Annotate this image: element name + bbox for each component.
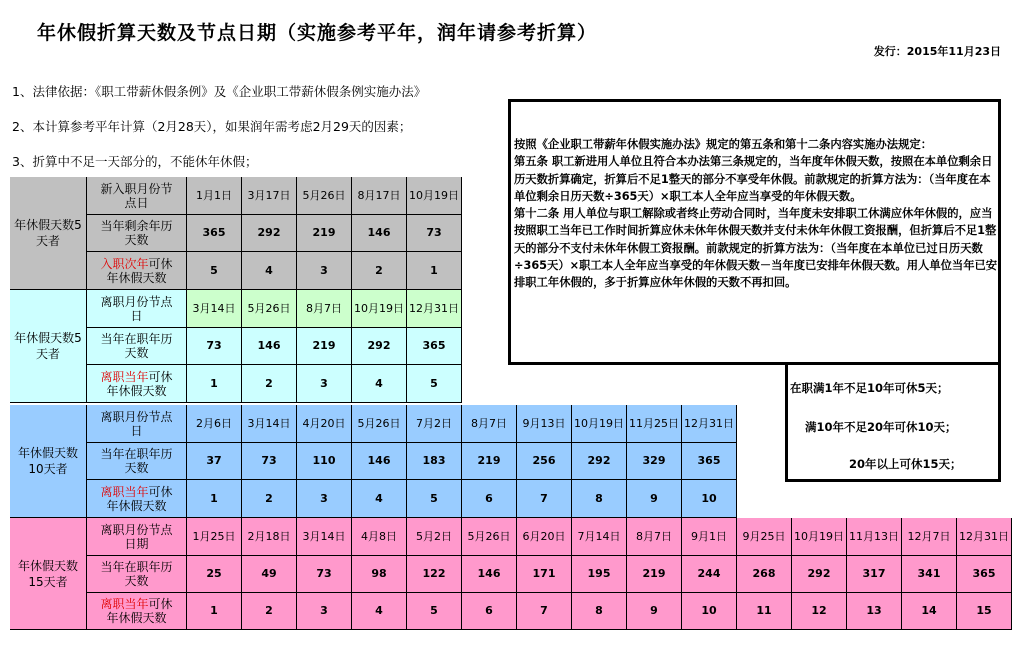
days-cell: 146 [352,443,407,480]
date-cell: 7月14日 [572,518,627,556]
date-cell: 10月19日 [572,405,627,443]
date-cell: 5月26日 [462,518,517,556]
leave-cell: 5 [407,593,462,630]
leave-cell: 4 [242,252,297,290]
date-cell: 5月26日 [352,405,407,443]
leave-cell: 10 [682,480,737,518]
days-cell: 317 [847,556,902,593]
days-cell: 365 [187,215,242,252]
date-cell: 10月19日 [792,518,847,556]
days-cell: 73 [407,215,462,252]
leave-cell: 10 [682,593,737,630]
row-label-leave-rest: 可休年休假天数 [106,597,173,625]
date-cell: 5月26日 [242,290,297,328]
group-label: 年休假天数5天者 [10,177,87,290]
date-cell: 7月2日 [407,405,462,443]
days-cell: 146 [242,328,297,365]
date-cell: 2月6日 [187,405,242,443]
leave-cell: 5 [407,365,462,403]
days-cell: 146 [352,215,407,252]
days-cell: 329 [627,443,682,480]
date-cell: 1月1日 [187,177,242,215]
leave-cell: 2 [242,365,297,403]
date-cell: 5月26日 [297,177,352,215]
leave-cell: 1 [187,593,242,630]
date-cell: 10月19日 [407,177,462,215]
note-legal-basis: 1、法律依据：《职工带薪休假条例》及《企业职工带薪休假条例实施办法》 [12,84,427,99]
days-cell: 292 [792,556,847,593]
date-cell: 6月20日 [517,518,572,556]
days-cell: 183 [407,443,462,480]
row-label-days: 当年在职年历天数 [87,328,187,365]
date-cell: 12月31日 [682,405,737,443]
date-cell: 3月17日 [242,177,297,215]
row-label-dates: 离职月份节点日 [87,290,187,328]
row-label-dates: 新入职月份节点日 [87,177,187,215]
group-label: 年休假天数10天者 [10,405,87,518]
date-cell: 8月7日 [297,290,352,328]
days-cell: 244 [682,556,737,593]
days-cell: 146 [462,556,517,593]
days-cell: 292 [572,443,627,480]
days-cell: 219 [297,215,352,252]
leave-cell: 1 [187,480,242,518]
days-cell: 37 [187,443,242,480]
date-cell: 9月13日 [517,405,572,443]
days-cell: 73 [187,328,242,365]
days-cell: 110 [297,443,352,480]
days-cell: 365 [682,443,737,480]
leave-cell: 3 [297,480,352,518]
date-cell: 4月20日 [297,405,352,443]
row-label-days: 当年剩余年历天数 [87,215,187,252]
law-explanation-box [508,99,1001,365]
date-cell: 3月14日 [297,518,352,556]
leave-cell: 8 [572,480,627,518]
days-cell: 73 [297,556,352,593]
law-article-5: 第五条 职工新进用人单位且符合本办法第三条规定的，当年度年休假天数，按照在本单位剩余日历天数折算确定，折算后不足1整天的部分不享受年休假。前款规定的折算方法为：（当年度在本单位剩余日历天数÷365天）×职工本人全年应当享受的年休假天数。 [514,155,993,203]
row-label-dates: 离职月份节点日 [87,405,187,443]
leave-cell: 14 [902,593,957,630]
date-cell: 3月14日 [187,290,242,328]
leave-cell: 7 [517,480,572,518]
leave-cell: 4 [352,593,407,630]
days-cell: 219 [627,556,682,593]
rule-over-20-years: 20年以上可休15天； [849,457,962,471]
row-label-leave-highlight: 离职当年 [100,484,149,499]
days-cell: 98 [352,556,407,593]
row-label-leave-rest: 可休年休假天数 [106,484,173,513]
group-label: 年休假天数15天者 [10,518,87,630]
days-cell: 73 [242,443,297,480]
date-cell: 5月2日 [407,518,462,556]
leave-cell: 3 [297,252,352,290]
days-cell: 25 [187,556,242,593]
days-cell: 292 [352,328,407,365]
law-intro: 按照《企业职工带薪年休假实施办法》规定的第五条和第十二条内容实施办法规定： [514,138,932,151]
date-cell: 11月13日 [847,518,902,556]
row-label-leave [87,480,187,518]
row-label-leave [87,593,187,630]
row-label-days: 当年在职年历天数 [87,556,187,593]
row-label-days: 当年在职年历天数 [87,443,187,480]
days-cell: 171 [517,556,572,593]
law-article-12: 第十二条 用人单位与职工解除或者终止劳动合同时，当年度未安排职工休满应休年休假的，应当按照职工当年已工作时间折算应休未休年休假天数并支付未休年休假工资报酬，但折算后不足1整天的部分不支付未休年休假工资报酬。前款规定的折算方法为：（当年度在本单位已过日历天数÷365天）×职工本人全年应当享受的年休假天数－当年度已安排年休假天数。用人单位当年已安排职工年休假的，多于折算应休年休假的天数不再扣回。 [514,207,998,290]
date-cell: 12月7日 [902,518,957,556]
leave-cell: 1 [187,365,242,403]
leave-cell: 4 [352,480,407,518]
note-calc-basis: 2、本计算参考平年计算（2月28天），如果润年需考虑2月29天的因素； [12,119,412,134]
date-cell: 2月18日 [242,518,297,556]
days-cell: 268 [737,556,792,593]
row-label-dates: 离职月份节点日期 [87,518,187,556]
page-title: 年休假折算天数及节点日期（实施参考平年，润年请参考折算） [37,22,598,44]
date-cell: 12月31日 [957,518,1012,556]
days-cell: 49 [242,556,297,593]
days-cell: 122 [407,556,462,593]
leave-cell: 2 [242,480,297,518]
leave-cell: 15 [957,593,1012,630]
date-cell: 9月1日 [682,518,737,556]
leave-cell: 9 [627,593,682,630]
row-label-leave-rest: 可休年休假天数 [106,256,173,285]
rule-10-to-20-years: 满10年不足20年可休10天； [805,420,957,434]
date-cell: 11月25日 [627,405,682,443]
date-cell: 8月7日 [627,518,682,556]
leave-cell: 4 [352,365,407,403]
leave-cell: 5 [187,252,242,290]
days-cell: 365 [957,556,1012,593]
days-cell: 219 [462,443,517,480]
row-label-leave-highlight: 离职当年 [100,597,149,611]
days-cell: 365 [407,328,462,365]
leave-cell: 8 [572,593,627,630]
date-cell: 9月25日 [737,518,792,556]
rule-1-to-10-years: 在职满1年不足10年可休5天； [790,381,949,395]
date-cell: 3月14日 [242,405,297,443]
leave-cell: 12 [792,593,847,630]
row-label-leave-highlight: 入职次年 [100,256,149,271]
leave-cell: 1 [407,252,462,290]
date-cell: 1月25日 [187,518,242,556]
leave-cell: 6 [462,480,517,518]
leave-cell: 3 [297,365,352,403]
days-cell: 195 [572,556,627,593]
note-rounding: 3、折算中不足一天部分的，不能休年休假； [12,154,258,169]
leave-cell: 9 [627,480,682,518]
days-cell: 219 [297,328,352,365]
leave-cell: 6 [462,593,517,630]
date-cell: 10月19日 [352,290,407,328]
leave-cell: 13 [847,593,902,630]
rules-box-right-border [998,365,1001,482]
date-cell: 8月17日 [352,177,407,215]
leave-cell: 3 [297,593,352,630]
leave-cell: 2 [242,593,297,630]
row-label-leave [87,252,187,290]
group-label: 年休假天数5天者 [10,290,87,403]
date-cell: 8月7日 [462,405,517,443]
leave-cell: 2 [352,252,407,290]
leave-cell: 11 [737,593,792,630]
date-cell: 12月31日 [407,290,462,328]
rules-box-bottom-border [785,479,1001,482]
date-cell: 4月8日 [352,518,407,556]
days-cell: 292 [242,215,297,252]
leave-cell: 5 [407,480,462,518]
rules-box-left-border [785,365,788,482]
days-cell: 341 [902,556,957,593]
leave-cell: 7 [517,593,572,630]
row-label-leave [87,365,187,403]
days-cell: 256 [517,443,572,480]
row-label-leave-rest: 可休年休假天数 [106,369,173,398]
issue-date: 发行：2015年11月23日 [873,45,1001,58]
row-label-leave-highlight: 离职当年 [100,369,149,384]
